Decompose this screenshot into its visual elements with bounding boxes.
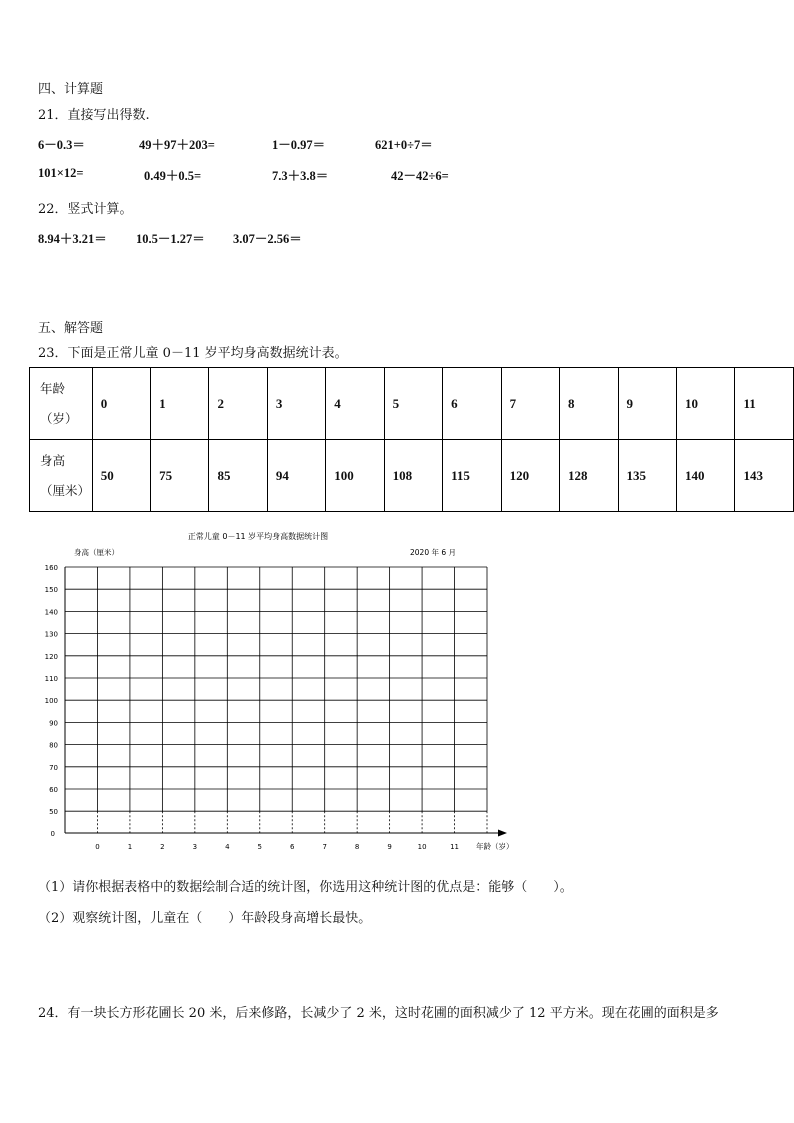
- height-cell: 100: [326, 440, 384, 512]
- age-cell: 7: [501, 368, 559, 440]
- q22-expr-1: 8.94＋3.21＝: [38, 232, 107, 246]
- q21-expr-1: 6－0.3＝: [38, 138, 85, 152]
- y-tick-label: 60: [49, 786, 58, 794]
- x-tick-label: 5: [257, 843, 263, 851]
- height-cell: 120: [501, 440, 559, 512]
- x-tick-label: 9: [387, 843, 392, 851]
- height-cell: 128: [560, 440, 618, 512]
- q21-expr-5: 101×12=: [38, 166, 84, 180]
- age-cell: 0: [92, 368, 150, 440]
- x-tick-label: 0: [95, 843, 100, 851]
- q22-expr-3: 3.07－2.56＝: [233, 232, 302, 246]
- y-tick-label: 110: [44, 675, 58, 683]
- y-tick-label: 70: [49, 763, 58, 772]
- question-23-sub-2: （2）观察统计图，儿童在（ ）年龄段身高增长最快。: [38, 911, 372, 926]
- y-tick-label: 50: [49, 808, 58, 817]
- height-header-cell: [30, 440, 93, 512]
- age-cell: 5: [384, 368, 442, 440]
- age-cell: 6: [443, 368, 501, 440]
- y-tick-label: 140: [44, 608, 58, 617]
- height-stats-table: [29, 367, 794, 512]
- chart-date: 2020 年 6 月: [410, 548, 457, 557]
- x-tick-label: 7: [322, 843, 327, 851]
- y-tick-label: 150: [44, 586, 58, 595]
- section-4-title: 四、计算题: [38, 82, 104, 97]
- height-cell: 140: [676, 440, 734, 512]
- age-cell: 8: [560, 368, 618, 440]
- y-tick-label: 90: [49, 719, 58, 728]
- question-23-prompt: 23．下面是正常儿童 0－11 岁平均身高数据统计表。: [38, 346, 348, 361]
- x-tick-label: 8: [354, 843, 360, 851]
- q21-expr-7: 7.3＋3.8＝: [272, 169, 329, 183]
- height-cell: 85: [209, 440, 267, 512]
- height-header-label: 身高: [40, 452, 66, 468]
- x-tick-label: 2: [160, 843, 165, 851]
- height-cell: 50: [92, 440, 150, 512]
- height-cell: 108: [384, 440, 442, 512]
- height-cell: 94: [267, 440, 325, 512]
- x-tick-label: 11: [450, 843, 459, 851]
- q22-expr-2: 10.5－1.27＝: [136, 232, 205, 246]
- age-cell: 3: [267, 368, 325, 440]
- x-axis-arrow-icon: [498, 830, 507, 837]
- q21-expr-6: 0.49＋0.5=: [144, 169, 202, 183]
- age-header-cell: [30, 368, 93, 440]
- question-22-prompt: 22．竖式计算。: [38, 202, 133, 217]
- y-tick-label: 130: [44, 630, 58, 639]
- section-5-title: 五、解答题: [38, 321, 104, 336]
- chart-x-label: 年龄（岁）: [476, 842, 514, 851]
- x-tick-label: 3: [192, 843, 198, 851]
- age-cell: 1: [151, 368, 209, 440]
- chart-x-ticks: [95, 843, 459, 851]
- y-tick-label: 160: [44, 564, 58, 572]
- chart-y-ticks: [45, 564, 58, 838]
- question-23-sub-1: （1）请你根据表格中的数据绘制合适的统计图，你选用这种统计图的优点是：能够（ ）。: [38, 880, 573, 895]
- blank-height-chart: [0, 525, 560, 860]
- x-tick-label: 10: [417, 843, 427, 851]
- chart-title: 正常儿童 0－11 岁平均身高数据统计图: [187, 532, 329, 541]
- age-row: [30, 368, 794, 440]
- height-cell: 135: [618, 440, 676, 512]
- q21-expr-4: 621+0÷7＝: [375, 138, 433, 152]
- chart-grid: [65, 567, 507, 837]
- age-cell: 11: [735, 368, 794, 440]
- age-header-unit: （岁）: [40, 410, 78, 426]
- y-tick-label: 120: [44, 652, 58, 661]
- age-header-label: 年龄: [40, 380, 66, 396]
- chart-y-label: 身高（厘米）: [74, 548, 119, 557]
- age-cell: 10: [676, 368, 734, 440]
- y-tick-label: 100: [44, 697, 58, 706]
- age-cell: 2: [209, 368, 267, 440]
- age-cell: 9: [618, 368, 676, 440]
- question-24-prompt: 24．有一块长方形花圃长 20 米，后来修路，长减少了 2 米，这时花圃的面积减少了 12 平方米。现在花圃的面积是多: [38, 1006, 719, 1021]
- age-cell: 4: [326, 368, 384, 440]
- x-tick-label: 6: [289, 843, 295, 851]
- q21-expr-3: 1－0.97＝: [272, 138, 326, 152]
- q21-expr-2: 49＋97＋203=: [139, 138, 215, 152]
- height-cell: 143: [735, 440, 794, 512]
- height-header-unit: （厘米）: [40, 482, 91, 498]
- q21-expr-8: 42－42÷6=: [391, 169, 449, 183]
- question-21-prompt: 21．直接写出得数.: [38, 108, 150, 123]
- height-cell: 115: [443, 440, 501, 512]
- height-row: [30, 440, 794, 512]
- x-tick-label: 1: [127, 843, 133, 851]
- x-tick-label: 4: [225, 843, 230, 851]
- height-cell: 75: [151, 440, 209, 512]
- y-tick-label: 0: [50, 830, 55, 838]
- y-tick-label: 80: [49, 741, 58, 750]
